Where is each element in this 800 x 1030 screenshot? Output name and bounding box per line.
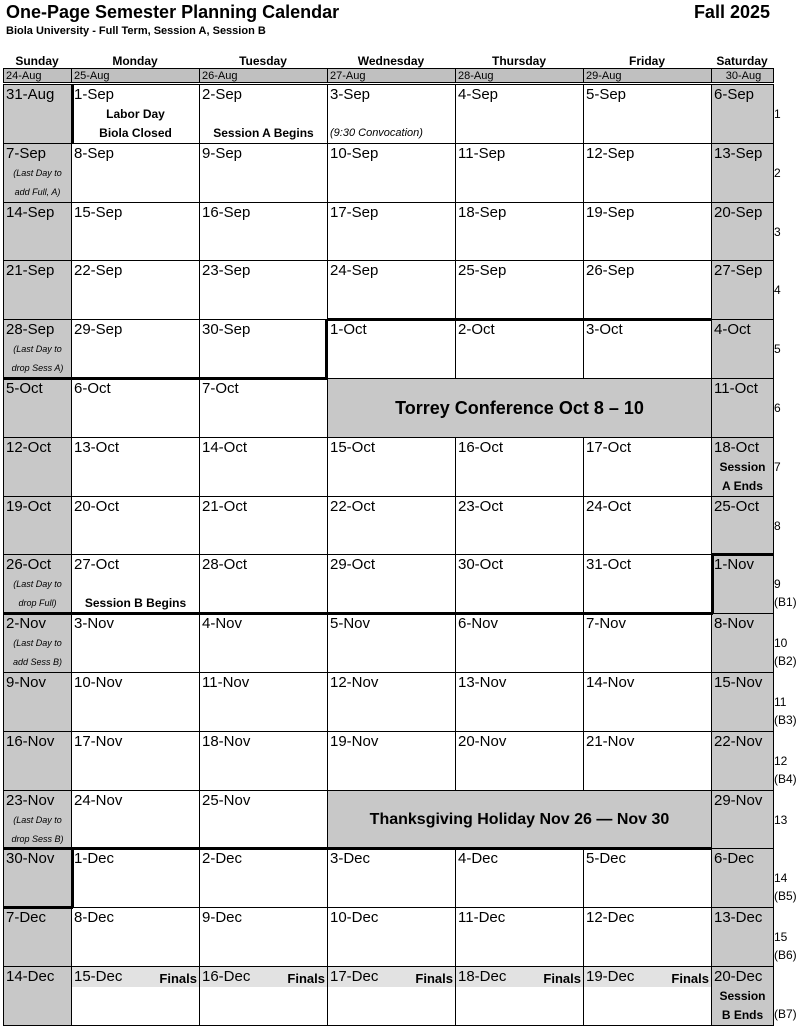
calendar-day-cell bbox=[711, 790, 774, 849]
calendar-day-cell bbox=[199, 790, 328, 849]
calendar-day-cell bbox=[711, 437, 774, 497]
day-date: 5-Nov bbox=[330, 615, 371, 632]
day-date: 21-Nov bbox=[586, 733, 635, 750]
week-number: 11 bbox=[774, 695, 787, 709]
prev-week-date: 24-Aug bbox=[3, 68, 72, 83]
day-date: 25-Oct bbox=[714, 498, 760, 515]
calendar-day-cell bbox=[583, 202, 712, 261]
calendar-day-cell bbox=[199, 260, 328, 320]
session-b-week: (B2) bbox=[774, 654, 797, 668]
calendar-day-cell bbox=[199, 966, 328, 1026]
week-number: 9 bbox=[774, 577, 781, 591]
week-number: 5 bbox=[774, 342, 781, 356]
calendar-day-cell bbox=[583, 672, 712, 732]
calendar-day-cell bbox=[71, 84, 200, 144]
day-date: 10-Sep bbox=[330, 145, 379, 162]
day-date: 16-Dec bbox=[202, 968, 251, 985]
day-date: 18-Nov bbox=[202, 733, 251, 750]
calendar-day-cell bbox=[327, 554, 456, 614]
day-date: 2-Nov bbox=[6, 615, 47, 632]
prev-week-date: 28-Aug bbox=[455, 68, 584, 83]
day-date: 29-Nov bbox=[714, 792, 763, 809]
week-number: 1 bbox=[774, 107, 781, 121]
session-b-week: (B7) bbox=[774, 1007, 797, 1021]
day-date: 17-Nov bbox=[74, 733, 123, 750]
month-boundary bbox=[711, 553, 773, 556]
session-b-week: (B5) bbox=[774, 889, 797, 903]
calendar-day-cell bbox=[327, 907, 456, 967]
calendar-day-cell bbox=[327, 731, 456, 791]
day-note: A Ends bbox=[722, 479, 763, 493]
calendar-day-cell bbox=[327, 848, 456, 908]
month-boundary bbox=[71, 848, 74, 907]
day-header-friday: Friday bbox=[628, 54, 665, 68]
finals-label: Finals bbox=[159, 971, 197, 986]
day-date: 12-Dec bbox=[586, 909, 635, 926]
day-date: 23-Nov bbox=[6, 792, 55, 809]
calendar-day-cell bbox=[3, 84, 72, 144]
last-day-note: add Full, A) bbox=[14, 187, 61, 197]
calendar-day-cell bbox=[711, 496, 774, 555]
month-boundary bbox=[3, 377, 327, 380]
calendar-day-cell bbox=[71, 613, 200, 673]
last-day-note: add Sess B) bbox=[12, 657, 63, 667]
week-number: 12 bbox=[774, 754, 788, 768]
day-date: 2-Sep bbox=[202, 86, 243, 103]
calendar-day-cell bbox=[199, 437, 328, 497]
day-date: 9-Sep bbox=[202, 145, 243, 162]
calendar-day-cell bbox=[583, 437, 712, 497]
day-date: 19-Sep bbox=[586, 204, 635, 221]
last-day-note: drop Sess B) bbox=[11, 834, 64, 844]
calendar-day-cell bbox=[327, 966, 456, 1026]
day-date: 16-Oct bbox=[458, 439, 504, 456]
calendar-day-cell bbox=[3, 202, 72, 261]
calendar-day-cell bbox=[327, 84, 456, 144]
calendar-day-cell bbox=[3, 790, 72, 849]
calendar-day-cell bbox=[455, 848, 584, 908]
session-boundary bbox=[71, 84, 74, 143]
term-label: Fall 2025 bbox=[693, 2, 770, 22]
day-note: Session bbox=[719, 989, 766, 1003]
calendar-day-cell bbox=[199, 143, 328, 203]
week-number: 7 bbox=[774, 460, 781, 474]
calendar-day-cell bbox=[583, 554, 712, 614]
day-note: Session bbox=[719, 460, 766, 474]
calendar-day-cell bbox=[3, 260, 72, 320]
day-date: 7-Nov bbox=[586, 615, 627, 632]
calendar-day-cell bbox=[455, 437, 584, 497]
calendar-day-cell bbox=[711, 554, 774, 614]
calendar-day-cell bbox=[711, 731, 774, 791]
calendar-day-cell bbox=[199, 848, 328, 908]
day-date: 22-Oct bbox=[330, 498, 376, 515]
session-b-week: (B6) bbox=[774, 948, 797, 962]
calendar-day-cell bbox=[711, 848, 774, 908]
day-date: 22-Nov bbox=[714, 733, 763, 750]
calendar-day-cell bbox=[711, 260, 774, 320]
session-b-week: (B1) bbox=[774, 595, 797, 609]
calendar-day-cell bbox=[71, 437, 200, 497]
prev-week-date: 30-Aug bbox=[711, 68, 774, 83]
week-number: 8 bbox=[774, 519, 781, 533]
day-date: 19-Nov bbox=[330, 733, 379, 750]
calendar-day-cell bbox=[327, 260, 456, 320]
calendar-day-cell bbox=[455, 496, 584, 555]
calendar-day-cell bbox=[71, 907, 200, 967]
day-date: 2-Oct bbox=[458, 321, 495, 338]
day-date: 23-Oct bbox=[458, 498, 504, 515]
day-date: 14-Dec bbox=[6, 968, 55, 985]
calendar-day-cell bbox=[455, 143, 584, 203]
day-date: 14-Sep bbox=[6, 204, 55, 221]
week-number: 14 bbox=[774, 871, 788, 885]
day-date: 30-Nov bbox=[6, 850, 55, 867]
calendar-day-cell bbox=[71, 378, 200, 438]
day-note: (9:30 Convocation) bbox=[330, 127, 423, 139]
calendar-day-cell bbox=[3, 848, 72, 908]
calendar-day-cell bbox=[711, 672, 774, 732]
day-date: 14-Oct bbox=[202, 439, 248, 456]
day-note: Labor Day bbox=[106, 107, 165, 121]
last-day-note: (Last Day to bbox=[13, 168, 62, 178]
day-date: 8-Nov bbox=[714, 615, 755, 632]
calendar-day-cell bbox=[455, 554, 584, 614]
day-date: 6-Oct bbox=[74, 380, 111, 397]
day-header-sunday: Sunday bbox=[15, 54, 59, 68]
day-date: 7-Sep bbox=[6, 145, 47, 162]
calendar-day-cell bbox=[71, 143, 200, 203]
day-date: 15-Oct bbox=[330, 439, 376, 456]
day-date: 29-Oct bbox=[330, 556, 376, 573]
calendar-day-cell bbox=[199, 202, 328, 261]
calendar-day-cell bbox=[583, 613, 712, 673]
month-boundary bbox=[3, 612, 713, 615]
calendar-day-cell bbox=[455, 907, 584, 967]
finals-label: Finals bbox=[543, 971, 581, 986]
calendar-day-cell bbox=[455, 613, 584, 673]
calendar-day-cell bbox=[327, 437, 456, 497]
calendar-day-cell bbox=[199, 319, 328, 379]
day-date: 19-Dec bbox=[586, 968, 635, 985]
calendar-day-cell bbox=[327, 319, 456, 379]
calendar-day-cell bbox=[583, 143, 712, 203]
day-date: 3-Dec bbox=[330, 850, 371, 867]
day-header-tuesday: Tuesday bbox=[239, 54, 287, 68]
day-date: 5-Oct bbox=[6, 380, 43, 397]
day-date: 22-Sep bbox=[74, 262, 123, 279]
day-date: 28-Sep bbox=[6, 321, 55, 338]
day-date: 30-Oct bbox=[458, 556, 504, 573]
day-date: 1-Oct bbox=[330, 321, 367, 338]
calendar-day-cell bbox=[711, 319, 774, 379]
day-date: 21-Sep bbox=[6, 262, 55, 279]
month-boundary bbox=[3, 847, 73, 850]
day-date: 20-Oct bbox=[74, 498, 120, 515]
event-banner: Torrey Conference Oct 8 – 10 bbox=[327, 378, 712, 438]
calendar-day-cell bbox=[71, 202, 200, 261]
calendar-day-cell bbox=[3, 966, 72, 1026]
day-date: 11-Oct bbox=[714, 380, 758, 397]
day-note: Biola Closed bbox=[99, 126, 172, 140]
day-date: 12-Nov bbox=[330, 674, 379, 691]
calendar-day-cell bbox=[711, 202, 774, 261]
prev-week-date: 29-Aug bbox=[583, 68, 712, 83]
calendar-day-cell bbox=[3, 731, 72, 791]
day-date: 26-Oct bbox=[6, 556, 52, 573]
session-b-week: (B4) bbox=[774, 772, 797, 786]
day-date: 15-Nov bbox=[714, 674, 763, 691]
calendar-day-cell bbox=[327, 672, 456, 732]
calendar-day-cell bbox=[71, 672, 200, 732]
calendar-day-cell bbox=[711, 907, 774, 967]
day-date: 28-Oct bbox=[202, 556, 248, 573]
calendar-day-cell bbox=[199, 496, 328, 555]
day-date: 12-Sep bbox=[586, 145, 635, 162]
calendar-day-cell bbox=[199, 613, 328, 673]
page-title: One-Page Semester Planning Calendar bbox=[6, 2, 340, 22]
last-day-note: (Last Day to bbox=[13, 638, 62, 648]
day-date: 6-Sep bbox=[714, 86, 755, 103]
calendar-day-cell bbox=[583, 84, 712, 144]
day-date: 6-Nov bbox=[458, 615, 499, 632]
calendar-day-cell bbox=[71, 790, 200, 849]
day-date: 18-Sep bbox=[458, 204, 507, 221]
day-date: 2-Dec bbox=[202, 850, 243, 867]
last-day-note: drop Full) bbox=[18, 598, 57, 608]
last-day-note: (Last Day to bbox=[13, 815, 62, 825]
day-date: 18-Oct bbox=[714, 439, 760, 456]
day-header-thursday: Thursday bbox=[491, 54, 546, 68]
day-date: 29-Sep bbox=[74, 321, 123, 338]
calendar-day-cell bbox=[583, 496, 712, 555]
week-number: 3 bbox=[774, 225, 781, 239]
day-date: 4-Oct bbox=[714, 321, 751, 338]
day-date: 15-Dec bbox=[74, 968, 123, 985]
calendar-day-cell bbox=[455, 260, 584, 320]
calendar-day-cell bbox=[199, 378, 328, 438]
calendar-day-cell bbox=[711, 966, 774, 1026]
day-date: 13-Oct bbox=[74, 439, 120, 456]
finals-label: Finals bbox=[287, 971, 325, 986]
calendar-day-cell bbox=[583, 907, 712, 967]
day-date: 6-Dec bbox=[714, 850, 755, 867]
calendar-day-cell bbox=[71, 319, 200, 379]
day-date: 10-Dec bbox=[330, 909, 379, 926]
calendar-day-cell bbox=[199, 907, 328, 967]
day-date: 4-Sep bbox=[458, 86, 499, 103]
day-date: 17-Dec bbox=[330, 968, 379, 985]
calendar-day-cell bbox=[71, 966, 200, 1026]
calendar-day-cell bbox=[455, 202, 584, 261]
day-date: 18-Dec bbox=[458, 968, 507, 985]
calendar-day-cell bbox=[583, 319, 712, 379]
last-day-note: (Last Day to bbox=[13, 344, 62, 354]
day-date: 9-Nov bbox=[6, 674, 47, 691]
day-date: 17-Oct bbox=[586, 439, 632, 456]
session-b-week: (B3) bbox=[774, 713, 797, 727]
day-note: B Ends bbox=[721, 1008, 764, 1022]
day-date: 20-Dec bbox=[714, 968, 763, 985]
calendar-day-cell bbox=[71, 554, 200, 614]
day-date: 13-Nov bbox=[458, 674, 507, 691]
day-date: 17-Sep bbox=[330, 204, 379, 221]
day-date: 11-Sep bbox=[458, 145, 506, 162]
finals-label: Finals bbox=[415, 971, 453, 986]
day-date: 16-Sep bbox=[202, 204, 251, 221]
calendar-day-cell bbox=[3, 613, 72, 673]
day-date: 8-Dec bbox=[74, 909, 115, 926]
calendar-day-cell bbox=[3, 554, 72, 614]
day-date: 1-Nov bbox=[714, 556, 755, 573]
week-number: 2 bbox=[774, 166, 781, 180]
day-date: 15-Sep bbox=[74, 204, 123, 221]
day-date: 4-Nov bbox=[202, 615, 243, 632]
day-date: 14-Nov bbox=[586, 674, 635, 691]
month-boundary bbox=[71, 847, 711, 850]
day-date: 3-Oct bbox=[586, 321, 623, 338]
month-boundary bbox=[325, 319, 328, 378]
day-date: 3-Nov bbox=[74, 615, 115, 632]
calendar-day-cell bbox=[327, 613, 456, 673]
calendar-day-cell bbox=[455, 966, 584, 1026]
day-date: 1-Dec bbox=[74, 850, 115, 867]
calendar-day-cell bbox=[711, 378, 774, 438]
calendar-day-cell bbox=[455, 84, 584, 144]
calendar-day-cell bbox=[455, 731, 584, 791]
calendar-day-cell bbox=[455, 672, 584, 732]
calendar-day-cell bbox=[199, 731, 328, 791]
day-header-saturday: Saturday bbox=[716, 54, 768, 68]
prev-week-date: 26-Aug bbox=[199, 68, 328, 83]
day-header-monday: Monday bbox=[112, 54, 158, 68]
calendar-day-cell bbox=[3, 496, 72, 555]
day-date: 31-Oct bbox=[586, 556, 632, 573]
day-date: 4-Dec bbox=[458, 850, 499, 867]
calendar-day-cell bbox=[711, 143, 774, 203]
month-boundary bbox=[327, 318, 711, 321]
calendar-day-cell bbox=[3, 437, 72, 497]
day-date: 3-Sep bbox=[330, 86, 371, 103]
day-date: 26-Sep bbox=[586, 262, 635, 279]
calendar-day-cell bbox=[3, 672, 72, 732]
day-note: Session B Begins bbox=[84, 596, 187, 610]
day-date: 25-Sep bbox=[458, 262, 507, 279]
event-banner: Thanksgiving Holiday Nov 26 — Nov 30 bbox=[327, 790, 712, 849]
day-date: 10-Nov bbox=[74, 674, 123, 691]
day-date: 20-Nov bbox=[458, 733, 507, 750]
day-date: 12-Oct bbox=[6, 439, 52, 456]
day-date: 27-Oct bbox=[74, 556, 120, 573]
day-date: 30-Sep bbox=[202, 321, 251, 338]
day-date: 20-Sep bbox=[714, 204, 763, 221]
week-number: 4 bbox=[774, 283, 781, 297]
calendar-day-cell bbox=[455, 319, 584, 379]
calendar-day-cell bbox=[583, 848, 712, 908]
month-boundary bbox=[711, 554, 714, 613]
day-date: 7-Oct bbox=[202, 380, 239, 397]
day-date: 7-Dec bbox=[6, 909, 47, 926]
calendar-day-cell bbox=[327, 202, 456, 261]
calendar-day-cell bbox=[327, 496, 456, 555]
calendar-day-cell bbox=[583, 731, 712, 791]
calendar-day-cell bbox=[3, 143, 72, 203]
day-date: 13-Dec bbox=[714, 909, 763, 926]
calendar-day-cell bbox=[711, 84, 774, 144]
calendar-day-cell bbox=[71, 496, 200, 555]
day-date: 8-Sep bbox=[74, 145, 115, 162]
week-number: 13 bbox=[774, 813, 788, 827]
calendar-day-cell bbox=[199, 554, 328, 614]
day-date: 5-Sep bbox=[586, 86, 627, 103]
week-number: 6 bbox=[774, 401, 781, 415]
day-date: 16-Nov bbox=[6, 733, 55, 750]
day-date: 19-Oct bbox=[6, 498, 52, 515]
day-date: 9-Dec bbox=[202, 909, 243, 926]
day-date: 21-Oct bbox=[202, 498, 248, 515]
calendar-day-cell bbox=[711, 613, 774, 673]
day-date: 31-Aug bbox=[6, 86, 55, 103]
week-number: 10 bbox=[774, 636, 788, 650]
calendar-day-cell bbox=[71, 848, 200, 908]
day-date: 23-Sep bbox=[202, 262, 251, 279]
week-number: 15 bbox=[774, 930, 788, 944]
day-date: 1-Sep bbox=[74, 86, 115, 103]
day-header-wednesday: Wednesday bbox=[357, 54, 425, 68]
day-date: 5-Dec bbox=[586, 850, 627, 867]
day-date: 11-Nov bbox=[202, 674, 250, 691]
page-subtitle: Biola University - Full Term, Session A, Session B bbox=[6, 25, 266, 37]
last-day-note: (Last Day to bbox=[13, 579, 62, 589]
finals-label: Finals bbox=[671, 971, 709, 986]
month-boundary bbox=[3, 906, 73, 909]
day-date: 24-Nov bbox=[74, 792, 123, 809]
day-date: 24-Oct bbox=[586, 498, 632, 515]
calendar-day-cell bbox=[3, 319, 72, 379]
calendar-day-cell bbox=[199, 672, 328, 732]
day-date: 25-Nov bbox=[202, 792, 251, 809]
calendar-day-cell bbox=[199, 84, 328, 144]
calendar-day-cell bbox=[71, 260, 200, 320]
calendar-day-cell bbox=[327, 143, 456, 203]
calendar-day-cell bbox=[3, 907, 72, 967]
day-date: 11-Dec bbox=[458, 909, 506, 926]
prev-week-date: 27-Aug bbox=[327, 68, 456, 83]
day-date: 13-Sep bbox=[714, 145, 763, 162]
calendar-day-cell bbox=[71, 731, 200, 791]
last-day-note: drop Sess A) bbox=[11, 363, 64, 373]
prev-week-date: 25-Aug bbox=[71, 68, 200, 83]
day-note: Session A Begins bbox=[213, 126, 314, 140]
calendar-day-cell bbox=[583, 260, 712, 320]
day-date: 27-Sep bbox=[714, 262, 763, 279]
day-date: 24-Sep bbox=[330, 262, 379, 279]
calendar-day-cell bbox=[3, 378, 72, 438]
calendar-day-cell bbox=[583, 966, 712, 1026]
